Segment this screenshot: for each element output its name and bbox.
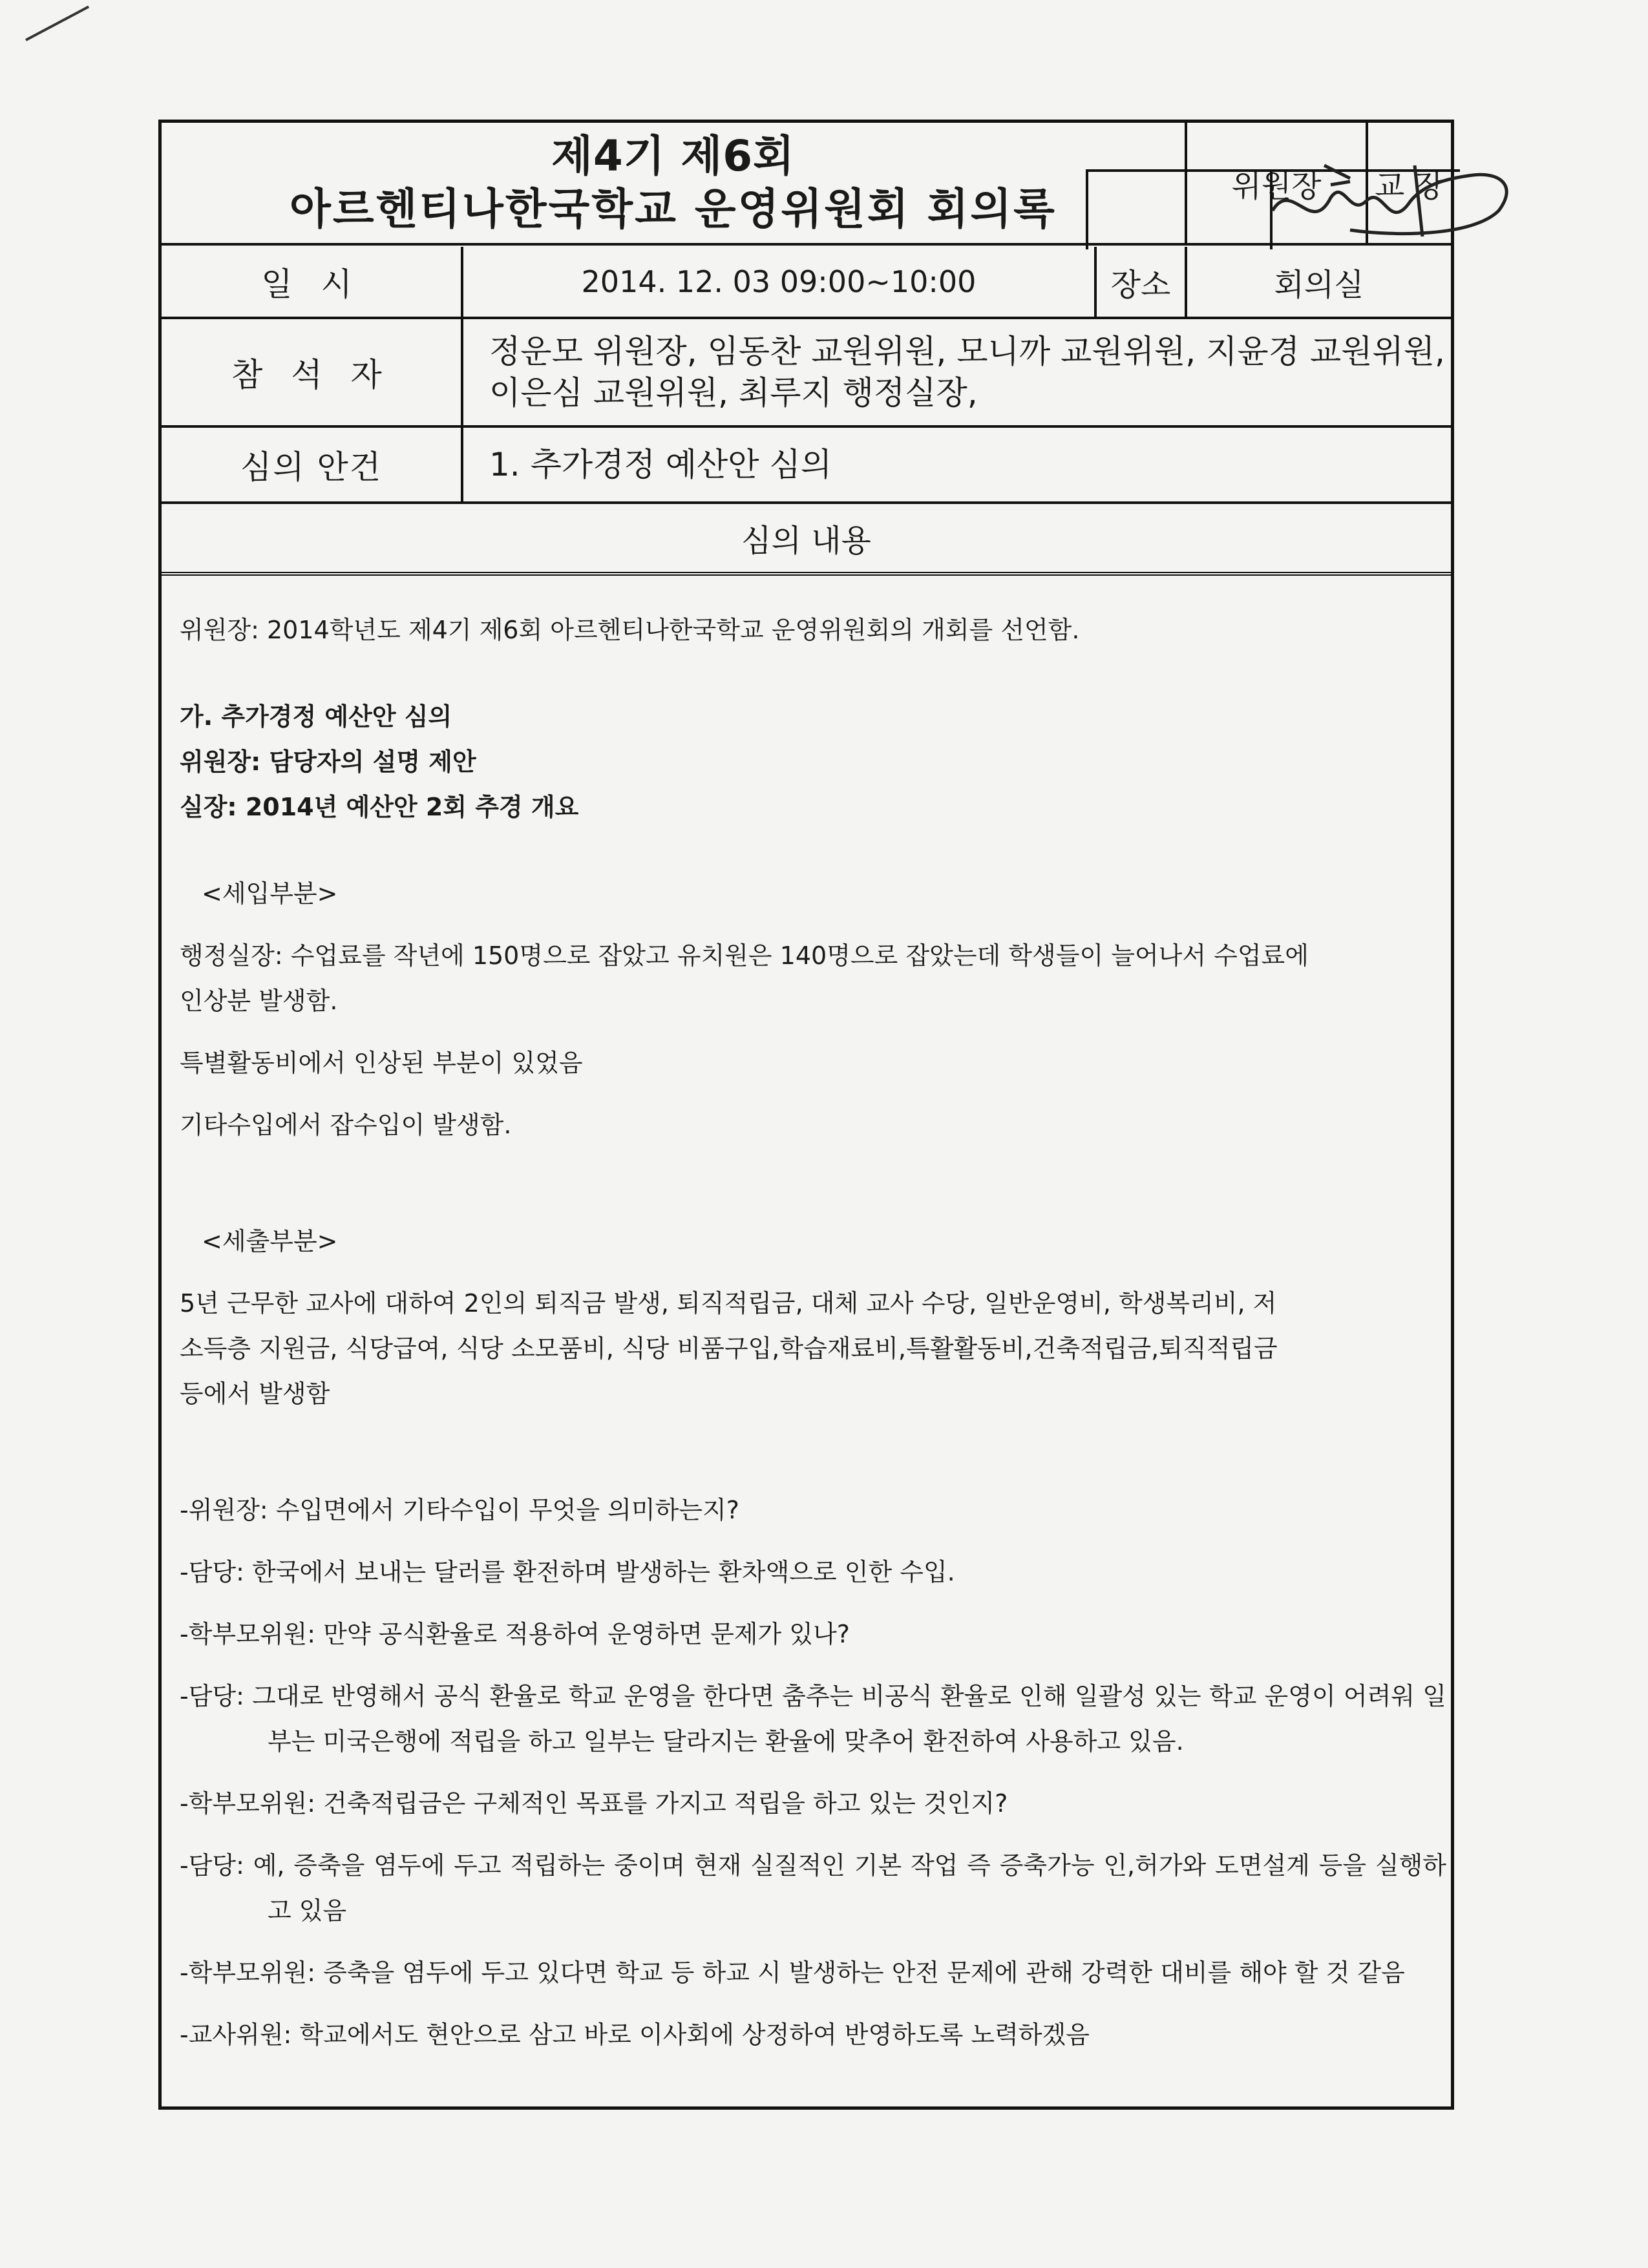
expense-line: 소득층 지원금, 식당급여, 식당 소모품비, 식당 비품구입,학습재료비,특활활동비,건축적립금,퇴직적립금 (180, 1334, 1278, 1363)
revenue-heading: <세입부분> (202, 879, 338, 908)
qa-item: -학부모위원: 만약 공식환율로 적용하여 운영하면 문제가 있나? (180, 1620, 850, 1648)
place-value: 회의실 (1186, 247, 1451, 318)
chair-sign-box (1086, 169, 1273, 249)
qa-item: -학부모위원: 증축을 염두에 두고 있다면 학교 등 하교 시 발생하는 안전 문제에 관해 강력한 대비를 해야 할 것 같음 (180, 1958, 1405, 1987)
attendees-label: 참 석 자 (162, 318, 462, 426)
qa-item: -교사위원: 학교에서도 현안으로 삼고 바로 이사회에 상정하여 반영하도록 노력하겠음 (180, 2021, 1090, 2049)
qa-item: -위원장: 수입면에서 기타수입이 무엇을 의미하는지? (180, 1496, 739, 1524)
principal-sign-box (1270, 169, 1460, 249)
revenue-line: 행정실장: 수업료를 작년에 150명으로 잡았고 유치원은 140명으로 잡았는데 학생들이 늘어나서 수업료에 (180, 941, 1309, 970)
expense-line: 5년 근무한 교사에 대하여 2인의 퇴직금 발생, 퇴직적립금, 대체 교사 수당, 일반운영비, 학생복리비, 저 (180, 1289, 1277, 1318)
principal-approval-label: 교 장 (1367, 123, 1451, 244)
minutes-body (162, 582, 1458, 2057)
revenue-line: 특별활동비에서 인상된 부분이 있었음 (180, 1049, 583, 1077)
meta-table (162, 247, 1451, 576)
scan-mark (25, 6, 89, 41)
qa-item: -담당: 그대로 반영해서 공식 환율로 학교 운영을 한다면 춤추는 비공식 환율로 인해 일괄성 있는 학교 운영이 어려워 일부는 미국은행에 적립을 하고 일부는 달라지는 환율에 맞추어 환전하여 사용하고 있음. (180, 1682, 1446, 1756)
date-label: 일 시 (162, 247, 462, 318)
revenue-line: 기타수입에서 잡수입이 발생함. (180, 1111, 512, 1139)
principal-signature (1253, 140, 1525, 249)
qa-item: -담당: 한국에서 보내는 달러를 환전하며 발생하는 환차액으로 인한 수입. (180, 1558, 955, 1586)
revenue-line: 인상분 발생함. (180, 987, 338, 1015)
minutes-document (158, 120, 1454, 2110)
director-summary: 실장: 2014년 예산안 2회 추경 개요 (180, 793, 579, 821)
content-section-heading: 심의 내용 (162, 503, 1451, 574)
attendees-value (462, 318, 1451, 426)
agenda-label: 심의 안건 (162, 426, 462, 503)
expense-line: 등에서 발생함 (180, 1380, 330, 1408)
qa-item: -담당: 예, 증축을 염두에 두고 적립하는 중이며 현재 실질적인 기본 작업 즉 증축가능 인,허가와 도면설계 등을 실행하고 있음 (180, 1851, 1446, 1925)
title-line-1: 제4기 제6회 (551, 131, 795, 181)
chair-approval-label: 위원장 (1186, 123, 1367, 244)
item-title: 가. 추가경정 예산안 심의 (180, 702, 452, 731)
agenda-value: 1. 추가경정 예산안 심의 (462, 426, 1451, 503)
opening-statement: 위원장: 2014학년도 제4기 제6회 아르헨티나한국학교 운영위원회의 개회를 선언함. (180, 616, 1080, 644)
chair-request: 위원장: 담당자의 설명 제안 (180, 748, 476, 776)
place-label: 장소 (1095, 247, 1186, 318)
date-value: 2014. 12. 03 09:00~10:00 (462, 247, 1095, 318)
attendees-line-1: 정운모 위원장, 임동찬 교원위원, 모니까 교원위원, 지윤경 교원위원, (489, 333, 1445, 370)
qa-item: -학부모위원: 건축적립금은 구체적인 목표를 가지고 적립을 하고 있는 것인지? (180, 1789, 1008, 1818)
expense-heading: <세출부분> (202, 1227, 338, 1255)
attendees-line-2: 이은심 교원위원, 최루지 행정실장, (489, 374, 978, 412)
title-line-2: 아르헨티나한국학교 운영위원회 회의록 (290, 184, 1057, 234)
document-title (162, 123, 1186, 244)
